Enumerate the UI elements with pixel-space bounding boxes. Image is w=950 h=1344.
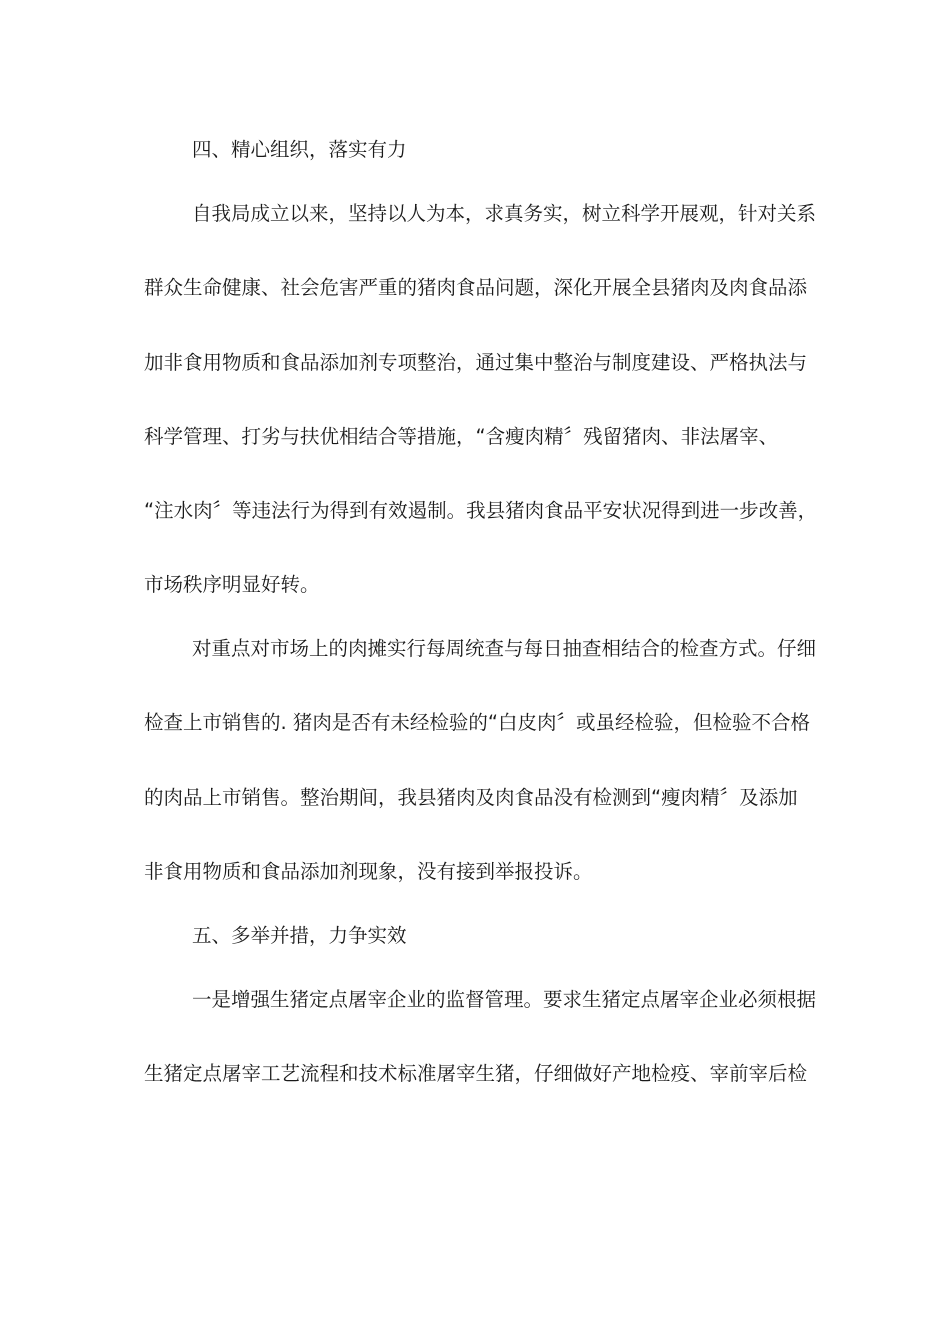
paragraph-line: 非食用物质和食品添加剂现象，没有接到举报投诉。 xyxy=(144,860,593,883)
paragraph-line: 市场秩序明显好转。 xyxy=(144,573,320,596)
paragraph-line: 群众生命健康、社会危害严重的猪肉食品问题，深化开展全县猪肉及肉食品添 xyxy=(144,276,808,299)
paragraph-line: 加非食用物质和食品添加剂专项整治，通过集中整治与制度建设、严格执法与 xyxy=(144,351,808,374)
paragraph-line: 对重点对市场上的肉摊实行每周统查与每日抽查相结合的检查方式。仔细 xyxy=(192,637,817,660)
paragraph-line: 自我局成立以来，坚持以人为本，求真务实，树立科学开展观，针对关系 xyxy=(192,202,817,225)
paragraph-line: 检查上市销售的. 猪肉是否有未经检验的“白皮肉〞或虽经检验，但检验不合格 xyxy=(144,711,810,734)
paragraph-line: 的肉品上市销售。整治期间，我县猪肉及肉食品没有检测到“瘦肉精〞及添加 xyxy=(144,786,798,809)
paragraph-line: “注水肉〞等违法行为得到有效遏制。我县猪肉食品平安状况得到进一步改善， xyxy=(144,499,818,522)
section-heading-5: 五、多举并措，力争实效 xyxy=(192,924,407,947)
paragraph-line: 一是增强生猪定点屠宰企业的监督管理。要求生猪定点屠宰企业必须根据 xyxy=(192,988,817,1011)
paragraph-line: 科学管理、打劣与扶优相结合等措施，“含瘦肉精〞残留猪肉、非法屠宰、 xyxy=(144,425,779,448)
section-heading-4: 四、精心组织，落实有力 xyxy=(192,138,407,161)
paragraph-line: 生猪定点屠宰工艺流程和技术标准屠宰生猪，仔细做好产地检疫、宰前宰后检 xyxy=(144,1062,808,1085)
